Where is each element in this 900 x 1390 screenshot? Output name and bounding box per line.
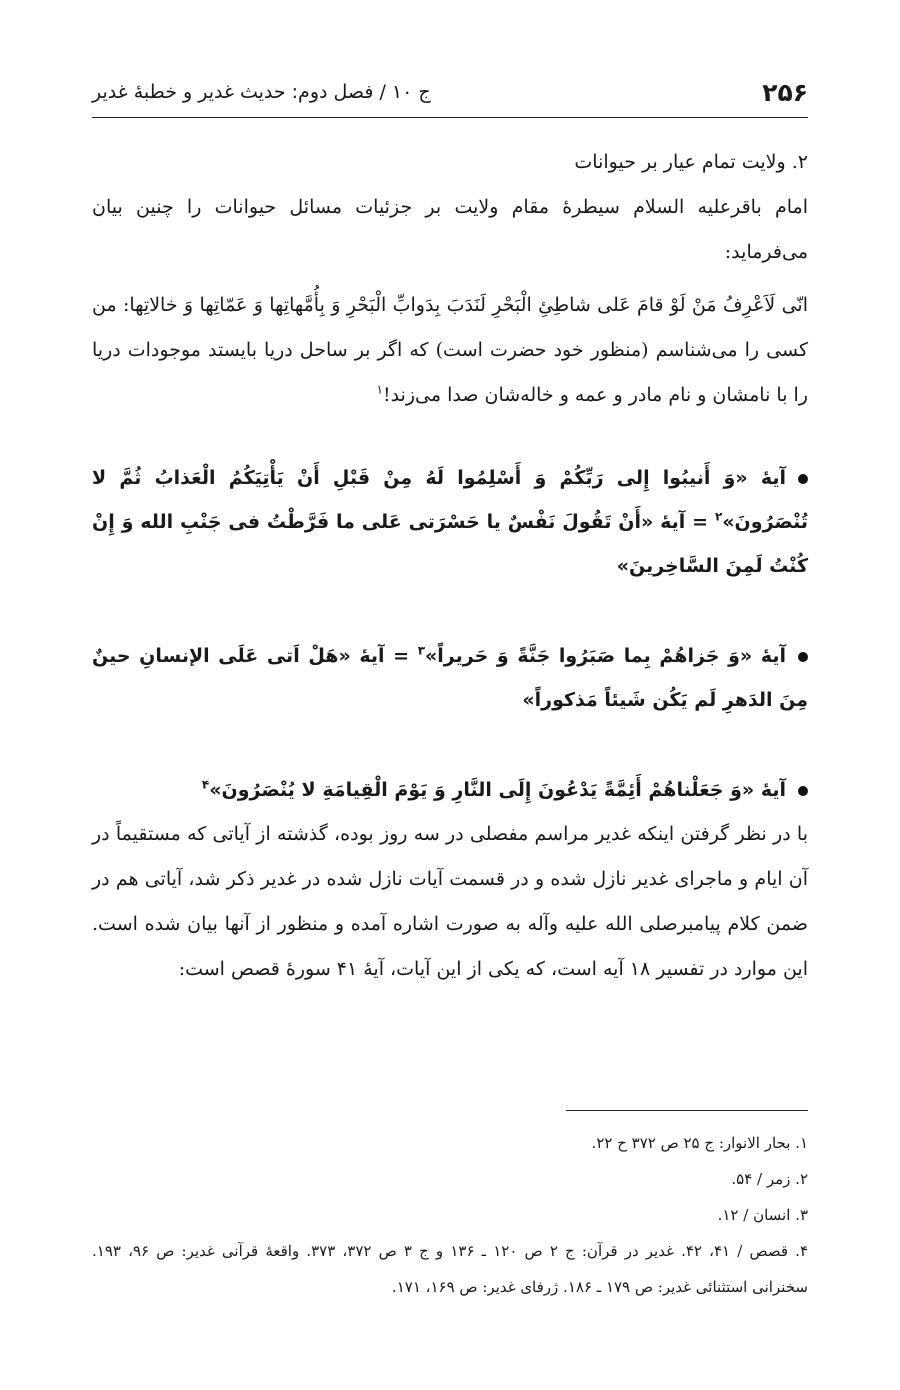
verse-text: آیهٔ «وَ جَعَلْناهُمْ أَئِمَّةً یَدْعُونَ إِلَی النَّارِ وَ یَوْمَ الْقِیامَةِ لا یُنْصَرُونَ» [209, 779, 786, 801]
section-heading: ۲. ولایت تمام عیار بر حیوانات [574, 151, 808, 173]
verse-bullet-3 [92, 768, 808, 812]
page-number: ۲۵۶ [762, 77, 808, 107]
running-title: ج ۱۰ / فصل دوم: حدیث غدیر و خطبهٔ غدیر [92, 81, 431, 103]
footnote-3: ۳. انسان / ۱۲. [717, 1206, 808, 1224]
footnote-marker-4: ۴ [201, 777, 210, 792]
bullet-icon [798, 786, 808, 796]
verse-text: = آیهٔ «أَنْ تَقُولَ نَفْسٌ یا حَسْرَتی عَلی ما فَرَّطْتُ فی جَنْبِ الله وَ إِنْ کُنْتُ لَمِنَ السَّاخِرینَ» [92, 511, 808, 577]
verse-bullet-2 [92, 634, 808, 722]
footnote-2: ۲. زمر / ۵۴. [731, 1170, 808, 1188]
footnote-4: ۴. قصص / ۴۱، ۴۲. غدیر در قرآن: ج ۲ ص ۱۲۰ ـ ۱۳۶ و ج ۳ ص ۳۷۲، ۳۷۳. واقعهٔ قرآنی غدیر: ص ۹۶، ۱۹۳. سخنرانی استثنائی غدیر: ص ۱۷۹ ـ ۱۸۶. ژرفای غدیر: ص ۱۶۹، ۱۷۱. [92, 1242, 809, 1296]
bullet-icon [798, 652, 808, 662]
page-header [92, 72, 808, 112]
verse-text: آیهٔ «وَ أَنیبُوا إِلی رَبِّکُمْ وَ أَسْلِمُوا لَهُ مِنْ قَبْلِ أَنْ یَأْتِیَکُمُ الْعَذابُ ثُمَّ لا تُنْصَرُونَ» [92, 467, 808, 533]
footnote-marker-1: ۱ [376, 382, 383, 397]
footnote-1: ۱. بحار الانوار: ج ۲۵ ص ۳۷۲ ح ۲۲. [591, 1134, 808, 1152]
footnote-marker-2: ۲ [714, 509, 723, 524]
hadith-text: انّی لَاَعْرِفُ مَنْ لَوْ قامَ عَلی شاطِئِ الْبَحْرِ لَنَدَبَ بِدَوابِّ الْبَحْرِ وَ بِأُمَّهاتِها وَ عَمّاتِها وَ خالاتِها: من کسی را می‌شناسم (منظور خود حضرت است) که اگر بر ساحل دریا بایستد موجودات دریا را با نامشان و نام مادر و عمه و خاله‌شان صدا می‌زند! [92, 294, 808, 406]
footnote-marker-3: ۳ [417, 643, 426, 658]
footnotes [92, 1125, 808, 1305]
header-divider [92, 117, 808, 118]
verse-text: = آیهٔ «هَلْ اَتی عَلَی الإنسانِ حینٌ مِنَ الدَهرِ لَم یَکُن شَیئاً مَذکوراً» [92, 645, 808, 711]
verse-bullet-1 [92, 456, 808, 588]
main-text [92, 140, 808, 992]
footnote-divider [566, 1110, 808, 1111]
hadith-paragraph [92, 283, 808, 418]
closing-paragraph: با در نظر گرفتن اینکه غدیر مراسم مفصلی در سه روز بوده، گذشته از آیاتی که مستقیماً در آن ایام و ماجرای غدیر نازل شده و در قسمت آیات نازل شده در غدیر ذکر شد، آیاتی هم در ضمن کلام پیامبرصلى الله عليه وآله به صورت اشاره آمده و منظور از آنها بیان شده است. این موارد در تفسیر ۱۸ آیه است، که یکی از این آیات، آیهٔ ۴۱ سورهٔ قصص است: [92, 823, 808, 980]
verse-text: آیهٔ «وَ جَزاهُمْ بِما صَبَرُوا جَنَّةً وَ حَریراً» [425, 645, 786, 667]
intro-paragraph: امام باقرعليه السلام سیطرهٔ مقام ولایت بر جزئیات مسائل حیوانات را چنین بیان می‌فرماید: [92, 196, 808, 263]
bullet-icon [798, 474, 808, 484]
